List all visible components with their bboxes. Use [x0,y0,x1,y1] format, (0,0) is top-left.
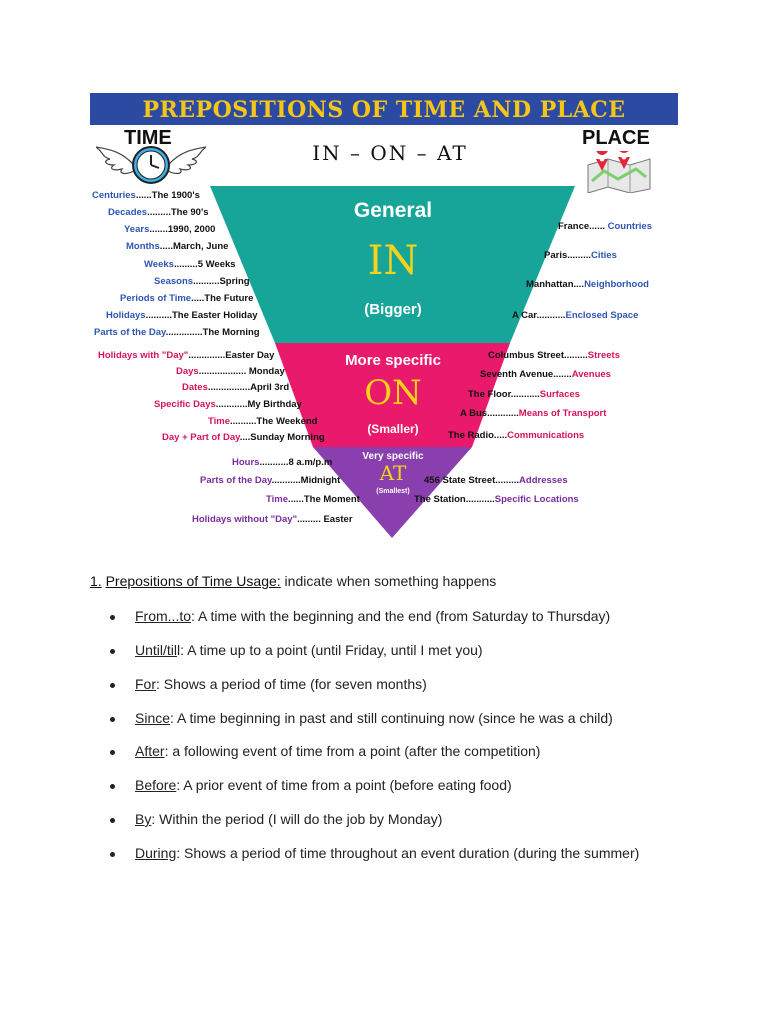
time-in-row: Weeks.........5 Weeks [144,259,236,270]
list-item: Since: A time beginning in past and still continuing now (since he was a child) [110,710,588,726]
time-on-row: Dates................April 3rd [182,382,290,393]
list-item: After: a following event of time from a point (after the competition) [110,743,515,759]
place-in-row: Paris.........Cities [544,250,617,261]
in-bottom: (Bigger) [364,301,422,318]
list-item: Until/till: A time up to a point (until Friday, until I met you) [110,642,458,658]
usage-heading: 1. Prepositions of Time Usage: indicate when something happens [90,573,497,589]
time-heading: TIME [124,127,172,149]
list-item: For: Shows a period of time (for seven months) [110,676,402,692]
time-in-row: Periods of Time.....The Future [120,293,254,304]
list-item: Before: A prior event of time from a point (before eating food) [110,777,487,793]
in-big: IN [367,238,419,284]
time-in-row: Decades.........The 90's [108,207,209,218]
prepositions-infographic [90,93,678,543]
at-top: Very specific [362,451,424,462]
time-in-row: Holidays..........The Easter Holiday [106,310,258,321]
time-on-row: Days.................. Monday [176,366,285,377]
place-heading: PLACE [582,127,650,149]
at-bottom: (Smallest) [376,488,410,495]
time-at-row: Hours...........8 a.m/p.m [232,457,333,468]
list-item: By: Within the period (I will do the job by Monday) [110,811,417,827]
at-big: AT [379,461,407,485]
time-at-row: Holidays without "Day"......... Easter [192,514,353,525]
time-in-row: Years.......1990, 2000 [124,224,216,235]
time-at-row: Time......The Moment [266,494,360,505]
time-on-row: Holidays with "Day"..............Easter Day [98,350,275,361]
place-on-row: The Floor...........Surfaces [468,389,580,400]
on-bottom: (Smaller) [367,422,419,436]
infographic-title: PREPOSITIONS OF TIME AND PLACE [142,97,626,123]
list-item: From...to: A time with the beginning and the end (from Saturday to Thursday) [110,608,585,624]
place-at-row: The Station...........Specific Locations [414,494,579,505]
place-in-row: A Car...........Enclosed Space [512,310,639,321]
on-big: ON [364,373,422,413]
usage-section [90,573,710,593]
list-item: During: Shows a period of time throughout an event duration (during the summer) [110,845,614,861]
time-in-row: Parts of the Day..............The Morning [94,327,260,338]
time-in-row: Seasons..........Spring [154,276,250,287]
time-on-row: Day + Part of Day....Sunday Morning [162,432,325,443]
place-on-row: Columbus Street.........Streets [488,350,620,361]
time-in-row: Months.....March, June [126,241,229,252]
time-at-row: Parts of the Day...........Midnight [200,475,341,486]
place-at-row: 456 State Street.........Addresses [424,475,568,486]
place-on-row: Seventh Avenue.......Avenues [480,369,611,380]
in-top: General [353,199,433,222]
time-on-row: Specific Days............My Birthday [154,399,302,410]
center-heading: IN – ON – AT [312,141,468,165]
time-on-row: Time..........The Weekend [208,416,318,427]
place-on-row: A Bus............Means of Transport [460,408,607,419]
on-top: More specific [345,352,441,369]
place-on-row: The Radio.....Communications [448,430,585,441]
place-in-row: Manhattan....Neighborhood [526,279,649,290]
place-in-row: France...... Countries [558,221,652,232]
time-in-row: Centuries......The 1900's [92,190,200,201]
